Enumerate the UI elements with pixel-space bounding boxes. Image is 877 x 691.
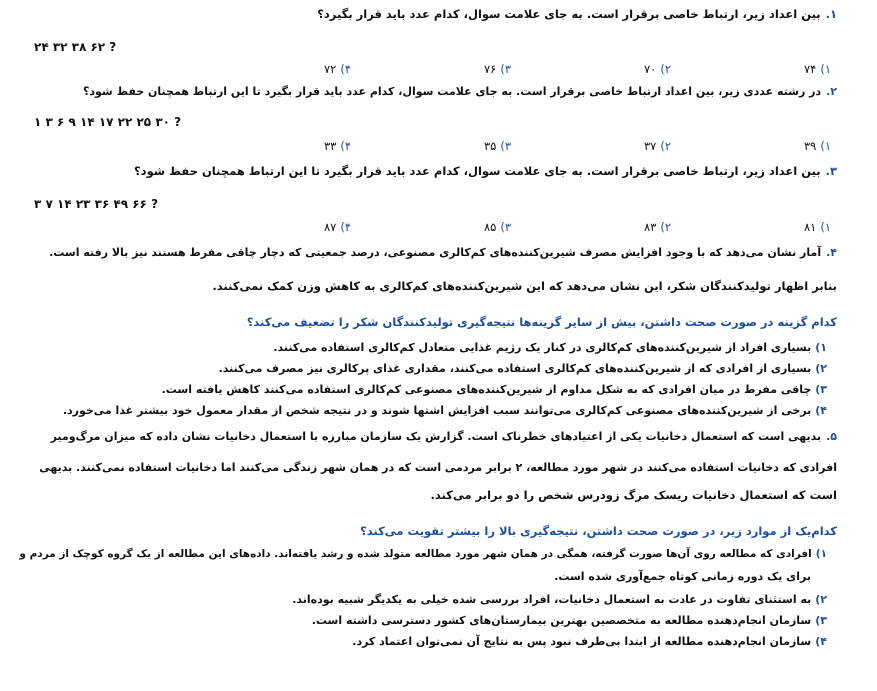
q5-number: ۵. — [826, 430, 837, 443]
q5-choice-4[interactable]: ۴)سازمان انجام‌دهنده مطالعه از ابتدا بی‌طرف نبود پس به نتایج آن نمی‌توان اعتماد کرد. — [352, 635, 827, 648]
q3-option-4[interactable]: ۴)۸۷ — [323, 220, 351, 234]
q1-option-3[interactable]: ۳)۷۶ — [483, 62, 511, 76]
q3-option-2[interactable]: ۲)۸۳ — [643, 220, 671, 234]
q1-text: بین اعداد زیر، ارتباط خاصی برقرار است. به جای علامت سوال، کدام عدد باید قرار بگیرد؟ — [317, 7, 821, 21]
q4-number: ۴. — [826, 246, 837, 259]
q5-choice-3[interactable]: ۳)سازمان انجام‌دهنده مطالعه به متخصصین بهترین بیمارستان‌های کشور دسترسی داشته است. — [311, 614, 827, 627]
q4-passage-line-1: ۴.آمار نشان می‌دهد که با وجود افزایش مصرف شیرین‌کننده‌های کم‌کالری مصنوعی، درصد جمعیتی که دچار چاقی مفرط هستند نیز بالا رفته است. — [49, 246, 837, 259]
q2-sequence: ۱ ۳ ۶ ۹ ۱۴ ۱۷ ۲۲ ۲۵ ۳۰ ? — [34, 115, 182, 129]
q1-option-4[interactable]: ۴)۷۲ — [323, 62, 351, 76]
q5-choice-1-continued: برای یک دوره زمانی کوتاه جمع‌آوری شده است. — [554, 570, 811, 583]
q1-option-1[interactable]: ۱)۷۴ — [803, 62, 831, 76]
q3-sequence: ۳ ۷ ۱۴ ۲۳ ۳۶ ۴۹ ۶۶ ? — [34, 197, 159, 211]
q2-stem — [83, 85, 837, 98]
q2-text: در رشته عددی زیر، بین اعداد ارتباط خاصی برقرار است. به جای علامت سوال، کدام عدد باید قرار بگیرد تا این ارتباط همچنان حفظ شود؟ — [83, 85, 822, 98]
q1-number: ۱. — [825, 7, 837, 21]
q4-passage-line-2: بنابر اظهار تولیدکنندگان شکر، این نشان می‌دهد که این شیرین‌کننده‌های کم‌کالری به کاهش وزن کمک نمی‌کنند. — [212, 279, 837, 293]
q4-choice-2[interactable]: ۲)بسیاری از افرادی که از شیرین‌کننده‌های کم‌کالری استفاده می‌کنند، مقداری غذای پرکالری نیز مصرف می‌کنند. — [218, 362, 827, 375]
q1-sequence: ۲۴ ۳۲ ۳۸ ۶۲ ? — [34, 40, 117, 54]
q5-choice-2[interactable]: ۲)به استثنای تفاوت در عادت به استعمال دخانیات، افراد بررسی شده خیلی به یکدیگر شبیه بوده‌اند. — [292, 593, 827, 606]
q5-question: کدام‌یک از موارد زیر، در صورت صحت داشتن، نتیجه‌گیری بالا را بیشتر تقویت می‌کند؟ — [360, 524, 837, 538]
q4-choice-4[interactable]: ۴)برخی از شیرین‌کننده‌های مصنوعی کم‌کالری می‌توانند سبب افزایش اشتها شوند و در نتیجه شخص از مقدار معمول خود بیشتر غذا می‌خورد. — [62, 404, 827, 417]
q2-number: ۲. — [826, 85, 837, 98]
q2-option-1[interactable]: ۱)۳۹ — [803, 139, 831, 153]
q4-choice-1[interactable]: ۱)بسیاری افراد از شیرین‌کننده‌های کم‌کالری در کنار یک رژیم غذایی متعادل کم‌کالری استفاده می‌کنند. — [273, 341, 827, 354]
q5-passage-line-1: ۵.بدیهی است که استعمال دخانیات یکی از اعتیادهای خطرناک است. گزارش یک سازمان مبارزه با استعمال دخانیات نشان داده که میزان مرگ‌ومیر — [50, 430, 837, 443]
q3-option-3[interactable]: ۳)۸۵ — [483, 220, 511, 234]
q2-option-4[interactable]: ۴)۳۳ — [323, 139, 351, 153]
q3-options — [231, 220, 831, 236]
q1-option-2[interactable]: ۲)۷۰ — [643, 62, 671, 76]
q4-choice-3[interactable]: ۳)چاقی مفرط در میان افرادی که به شکل مداوم از شیرین‌کننده‌های مصنوعی کم‌کالری استفاده می‌کنند کاهش یافته است. — [161, 383, 827, 396]
q2-option-3[interactable]: ۳)۳۵ — [483, 139, 511, 153]
q3-option-1[interactable]: ۱)۸۱ — [803, 220, 831, 234]
q1-stem — [317, 7, 837, 21]
q3-number: ۳. — [825, 164, 837, 178]
q3-text: بین اعداد زیر، ارتباط خاصی برقرار است. به جای علامت سوال، کدام عدد باید قرار بگیرد تا این ارتباط همچنان حفظ شود؟ — [134, 164, 821, 178]
q2-option-2[interactable]: ۲)۳۷ — [643, 139, 671, 153]
q3-stem — [134, 164, 837, 178]
q2-options — [231, 139, 831, 155]
q1-options — [231, 62, 831, 78]
q5-passage-line-3: است که استعمال دخانیات ریسک مرگ زودرس شخص را دو برابر می‌کند. — [430, 488, 837, 502]
q5-choice-1[interactable]: ۱)افرادی که مطالعه روی آن‌ها صورت گرفته، همگی در همان شهر مورد مطالعه متولد شده و رشد یافته‌اند. داده‌های این مطالعه از یک گروه کوچک از مردم و — [19, 548, 827, 560]
q5-passage-line-2: افرادی که دخانیات استفاده می‌کنند در شهر مورد مطالعه، ۲ برابر مردمی است که در همان شهر زندگی می‌کنند اما دخانیات استفاده نمی‌کنند. بدیهی — [39, 461, 837, 474]
q4-question: کدام گزینه در صورت صحت داشتن، بیش از سایر گزینه‌ها نتیجه‌گیری تولیدکنندگان شکر را تضعیف می‌کند؟ — [246, 315, 837, 329]
